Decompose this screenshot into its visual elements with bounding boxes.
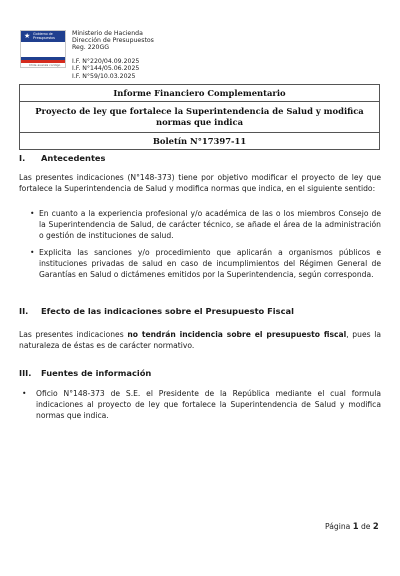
ministry-line: Ministerio de Hacienda xyxy=(72,30,143,37)
logo-text: Gobierno de Presupuestos xyxy=(33,32,55,40)
fiscal-effect-paragraph: Las presentes indicaciones no tendrán incidencia sobre el presupuesto fiscal, pues la naturaleza de éstas es de carácter normativo. xyxy=(19,330,381,351)
section-antecedentes xyxy=(19,153,105,163)
organization-block xyxy=(72,30,154,52)
section-title: Fuentes de información xyxy=(41,368,152,378)
directorate-line: Dirección de Presupuestos xyxy=(72,37,154,45)
section-fuentes xyxy=(19,368,151,378)
list-item: • En cuanto a la experiencia profesional y/o académica de las o los miembros Consejo de la Superintendencia de Salud, de carácter técnico, se añade el área de la administración o gestión de instituciones de salud. xyxy=(30,209,381,241)
bullet-icon: • xyxy=(22,389,27,398)
fiscal-effect-emphasis: no tendrán incidencia sobre el presupuesto fiscal xyxy=(127,330,347,339)
star-icon: ★ xyxy=(24,32,31,40)
reference-line: I.F. N°220/04.09.2025 xyxy=(72,58,140,65)
section-intro-paragraph: Las presentes indicaciones (N°148-373) tiene por objetivo modificar el proyecto de ley que fortalece la Superintendencia de Salud y modifica normas que indica, en el siguiente sentido: xyxy=(19,173,381,194)
section-title: Efecto de las indicaciones sobre el Presupuesto Fiscal xyxy=(41,306,294,316)
registry-line: Reg. 220GG xyxy=(72,44,110,52)
section-efecto xyxy=(19,306,294,316)
title-box xyxy=(19,84,380,150)
report-references xyxy=(72,58,139,80)
bullet-icon: • xyxy=(30,247,35,257)
bulletin-number: Boletín N°17397-11 xyxy=(20,132,379,149)
list-item: • Explicita las sanciones y/o procedimiento que aplicarán a organismos públicos e instituciones privadas de salud en caso de incumplimientos del Régimen General de Garantías en Salud o dictámenes emitidos por la Superintendencia, según corresponda. xyxy=(30,247,381,280)
section-title: Antecedentes xyxy=(41,153,106,163)
bullet-icon: • xyxy=(30,209,35,218)
reference-line: I.F. N°144/05.06.2025 xyxy=(72,65,140,73)
antecedentes-list xyxy=(30,208,381,285)
list-item: • Oficio N°148-373 de S.E. el Presidente de la República mediante el cual formula indicaciones al proyecto de ley que fortalece la Superintendencia de Salud y modifica normas que indica. xyxy=(22,389,381,421)
section-number: I. xyxy=(19,153,26,163)
section-number: III. xyxy=(19,368,32,378)
report-heading: Informe Financiero Complementario xyxy=(113,88,286,98)
government-logo xyxy=(20,30,66,68)
reference-line: I.F. N°59/10.03.2025 xyxy=(72,72,136,80)
page-number: Página 1 de 2 xyxy=(325,521,379,531)
section-number: II. xyxy=(19,306,29,316)
bill-subject: Proyecto de ley que fortalece la Superintendencia de Salud y modifica normas que indica xyxy=(20,101,379,132)
logo-motto: Chile avanza contigo xyxy=(29,63,61,67)
sources-list xyxy=(22,388,381,427)
